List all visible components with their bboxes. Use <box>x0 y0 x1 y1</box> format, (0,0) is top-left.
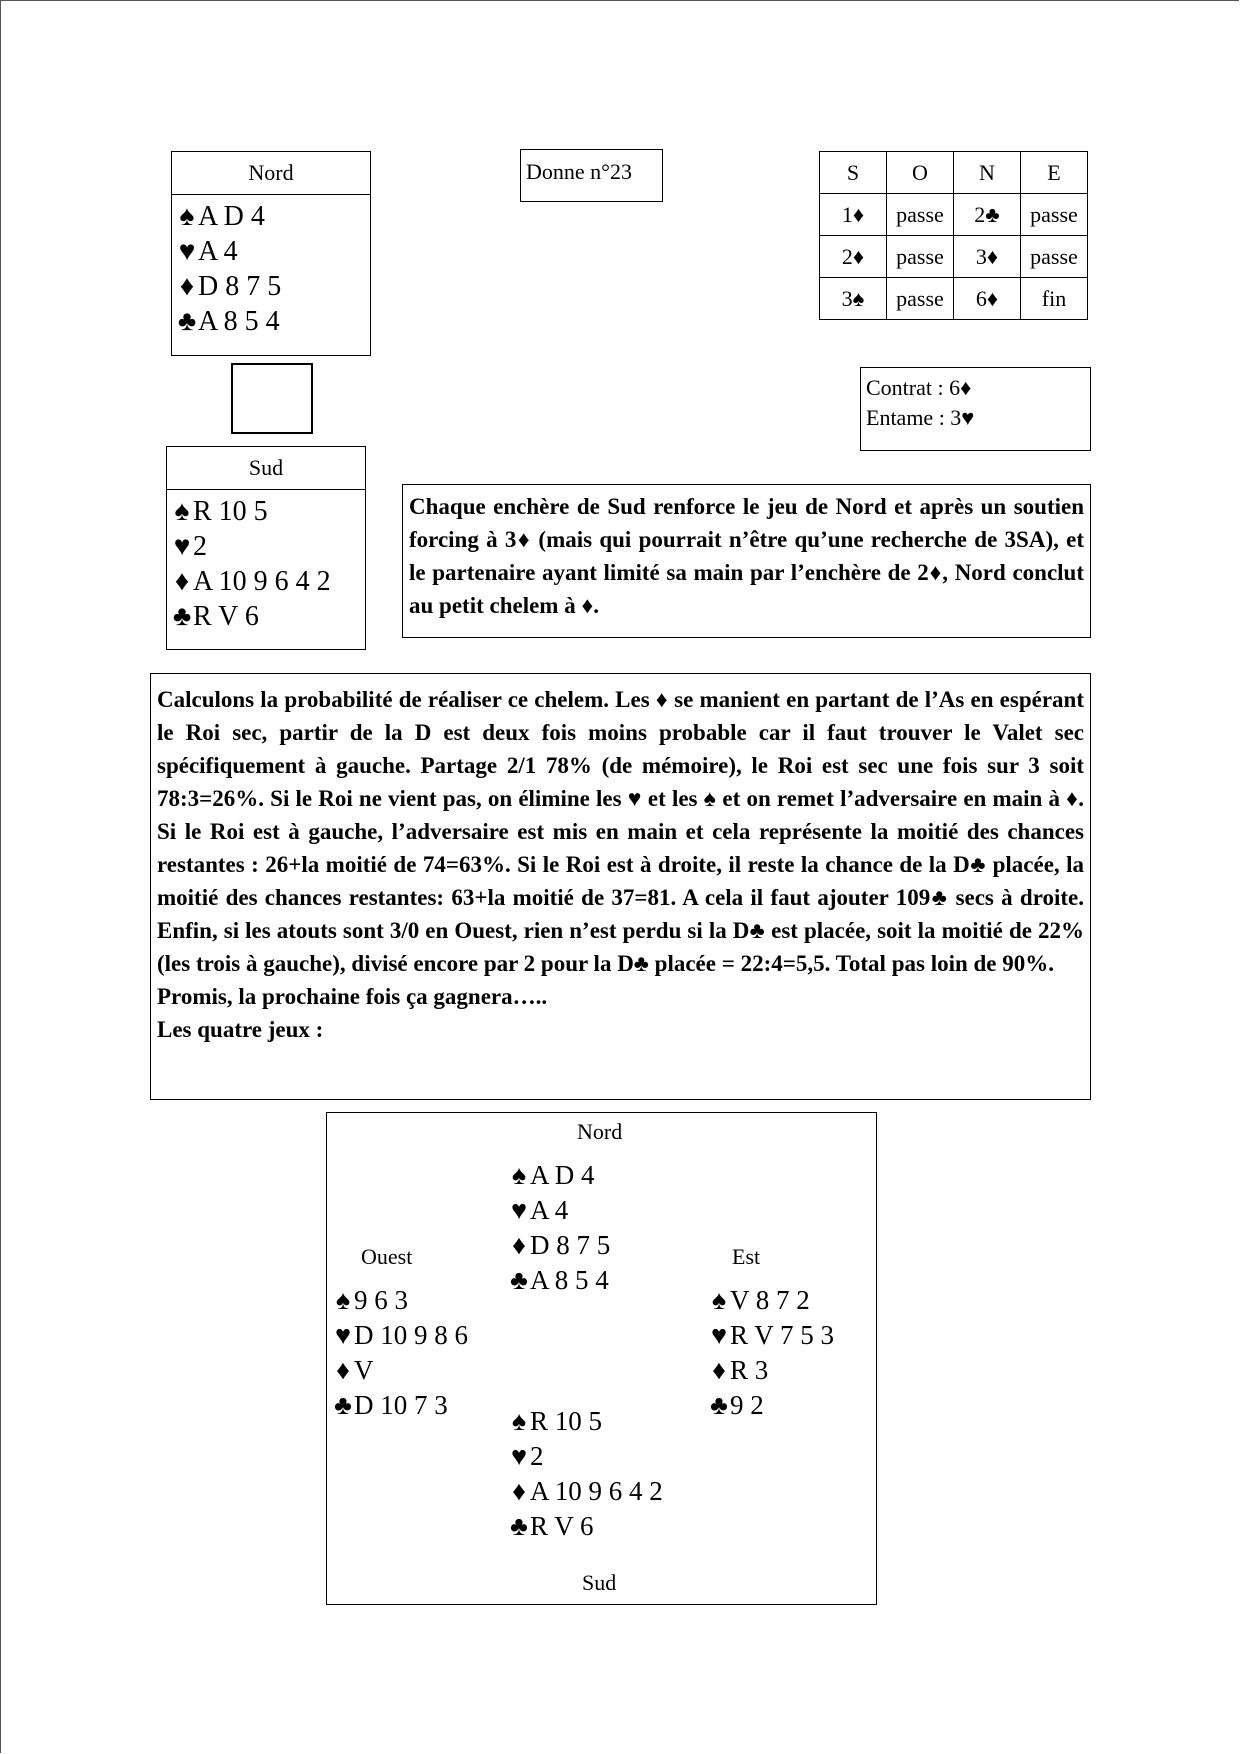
heart-icon: ♥ <box>510 1441 528 1471</box>
four-hands-diagram <box>326 1112 877 1605</box>
bid-cell: passe <box>887 236 954 278</box>
south-spades: ♠ R 10 5 <box>171 494 365 529</box>
bidding-row <box>820 236 1088 278</box>
diagram-south-hand: ♠ R 10 5 ♥ 2 ♦ A 10 9 6 4 2 ♣R V 6 <box>508 1404 663 1544</box>
north-hand-lines <box>172 195 370 339</box>
diamond-icon: ♦ <box>512 1476 526 1506</box>
table-square <box>231 363 313 434</box>
club-icon: ♣ <box>510 1511 528 1541</box>
club-icon: ♣ <box>710 1390 728 1420</box>
heart-icon: ♥ <box>173 531 191 562</box>
bidding-row <box>820 194 1088 236</box>
spade-icon: ♠ <box>335 1285 351 1315</box>
diagram-south-label: Sud <box>582 1570 617 1595</box>
bidding-header-row <box>820 152 1088 194</box>
south-diamonds: ♦ A 10 9 6 4 2 <box>171 564 365 599</box>
north-spades: ♠ A D 4 <box>176 199 370 234</box>
heart-icon: ♥ <box>178 236 196 267</box>
north-diamonds: ♦ D 8 7 5 <box>176 269 370 304</box>
spade-icon: ♠ <box>711 1285 727 1315</box>
bidding-header-south: S <box>820 152 887 194</box>
south-hand-title: Sud <box>167 447 365 490</box>
heart-icon: ♥ <box>710 1320 728 1350</box>
diamond-icon: ♦ <box>174 566 190 597</box>
bidding-header-east: E <box>1021 152 1088 194</box>
comment-box <box>402 484 1091 638</box>
spade-icon: ♠ <box>179 201 195 232</box>
bidding-row <box>820 278 1088 320</box>
diagram-west-hand: ♠ 9 6 3 ♥ D 10 9 8 6 ♦ V ♣D 10 7 3 <box>332 1283 468 1423</box>
spade-icon: ♠ <box>511 1406 527 1436</box>
contract-line: Contrat : 6♦ <box>866 375 972 400</box>
bid-cell: passe <box>887 194 954 236</box>
north-hearts: ♥A 4 <box>176 234 370 269</box>
heart-icon: ♥ <box>510 1195 528 1225</box>
bid-cell: 2♣ <box>954 194 1021 236</box>
south-hand-lines <box>167 490 365 634</box>
south-clubs: ♣R V 6 <box>172 601 259 632</box>
bid-cell: passe <box>887 278 954 320</box>
diagram-north-label: Nord <box>577 1119 623 1144</box>
south-hearts: ♥2 <box>171 529 365 564</box>
south-hand-box <box>166 446 366 650</box>
spade-icon: ♠ <box>511 1160 527 1190</box>
diamond-icon: ♦ <box>712 1355 726 1385</box>
club-icon: ♣ <box>172 601 192 632</box>
bid-cell: 6♦ <box>954 278 1021 320</box>
bidding-header-west: O <box>887 152 954 194</box>
deal-number-box <box>520 149 663 202</box>
comment-text: Chaque enchère de Sud renforce le jeu de Nord et après un soutien forcing à 3♦ (mais qui pourrait n’être qu’une recherche de 3SA), et le partenaire ayant limité sa main par l’enchère de 2♦, Nord conclut au petit chelem à ♦. <box>409 494 1084 618</box>
bid-cell: 2♦ <box>820 236 887 278</box>
diamond-icon: ♦ <box>336 1355 350 1385</box>
club-icon: ♣ <box>177 306 197 337</box>
bidding-table <box>819 151 1088 320</box>
diagram-north-hand: ♠ A D 4 ♥ A 4 ♦ D 8 7 5 ♣A 8 5 4 <box>508 1158 610 1298</box>
bid-cell: passe <box>1021 194 1088 236</box>
deal-number: Donne n°23 <box>526 159 632 184</box>
bid-cell: passe <box>1021 236 1088 278</box>
analysis-promise: Promis, la prochaine fois ça gagnera….. <box>157 984 548 1009</box>
bid-cell: 1♦ <box>820 194 887 236</box>
contract-box <box>860 367 1091 451</box>
bidding-header-north: N <box>954 152 1021 194</box>
analysis-box <box>150 673 1091 1100</box>
diamond-icon: ♦ <box>512 1230 526 1260</box>
lead-line: Entame : 3♥ <box>866 405 975 430</box>
bid-cell: 3♠ <box>820 278 887 320</box>
diagram-east-hand: ♠ V 8 7 2 ♥ R V 7 5 3 ♦ R 3 ♣9 2 <box>708 1283 834 1423</box>
bid-cell: 3♦ <box>954 236 1021 278</box>
north-clubs: ♣A 8 5 4 <box>177 306 280 337</box>
club-icon: ♣ <box>334 1390 352 1420</box>
analysis-four-hands-label: Les quatre jeux : <box>157 1017 324 1042</box>
club-icon: ♣ <box>510 1265 528 1295</box>
diagram-east-label: Est <box>732 1244 761 1269</box>
north-hand-title: Nord <box>172 152 370 195</box>
diagram-west-label: Ouest <box>361 1244 413 1269</box>
analysis-paragraph: Calculons la probabilité de réaliser ce chelem. Les ♦ se manient en partant de l’As en espérant le Roi sec, partir de la D est deux fois moins probable car il faut trouver le Valet sec spécifiquement à gauche. Partage 2/1 78% (de mémoire), le Roi est sec une fois sur 3 soit 78:3=26%. Si le Roi ne vient pas, on élimine les ♥ et les ♠ et on remet l’adversaire en main à ♦. Si le Roi est à gauche, l’adversaire est mis en main et cela représente la moitié des chances restantes : 26+la moitié de 74=63%. Si le Roi est à droite, il reste la chance de la D♣ placée, la moitié des chances restantes: 63+la moitié de 37=81. A cela il faut ajouter 109♣ secs à droite. Enfin, si les atouts sont 3/0 en Ouest, rien n’est perdu si la D♣ est placée, soit la moitié de 22% (les trois à gauche), divisé encore par 2 pour la D♣ placée = 22:4=5,5. Total pas loin de 90%. <box>157 687 1084 976</box>
heart-icon: ♥ <box>334 1320 352 1350</box>
spade-icon: ♠ <box>174 496 190 527</box>
bid-cell: fin <box>1021 278 1088 320</box>
north-hand-box <box>171 151 371 356</box>
diamond-icon: ♦ <box>179 271 195 302</box>
